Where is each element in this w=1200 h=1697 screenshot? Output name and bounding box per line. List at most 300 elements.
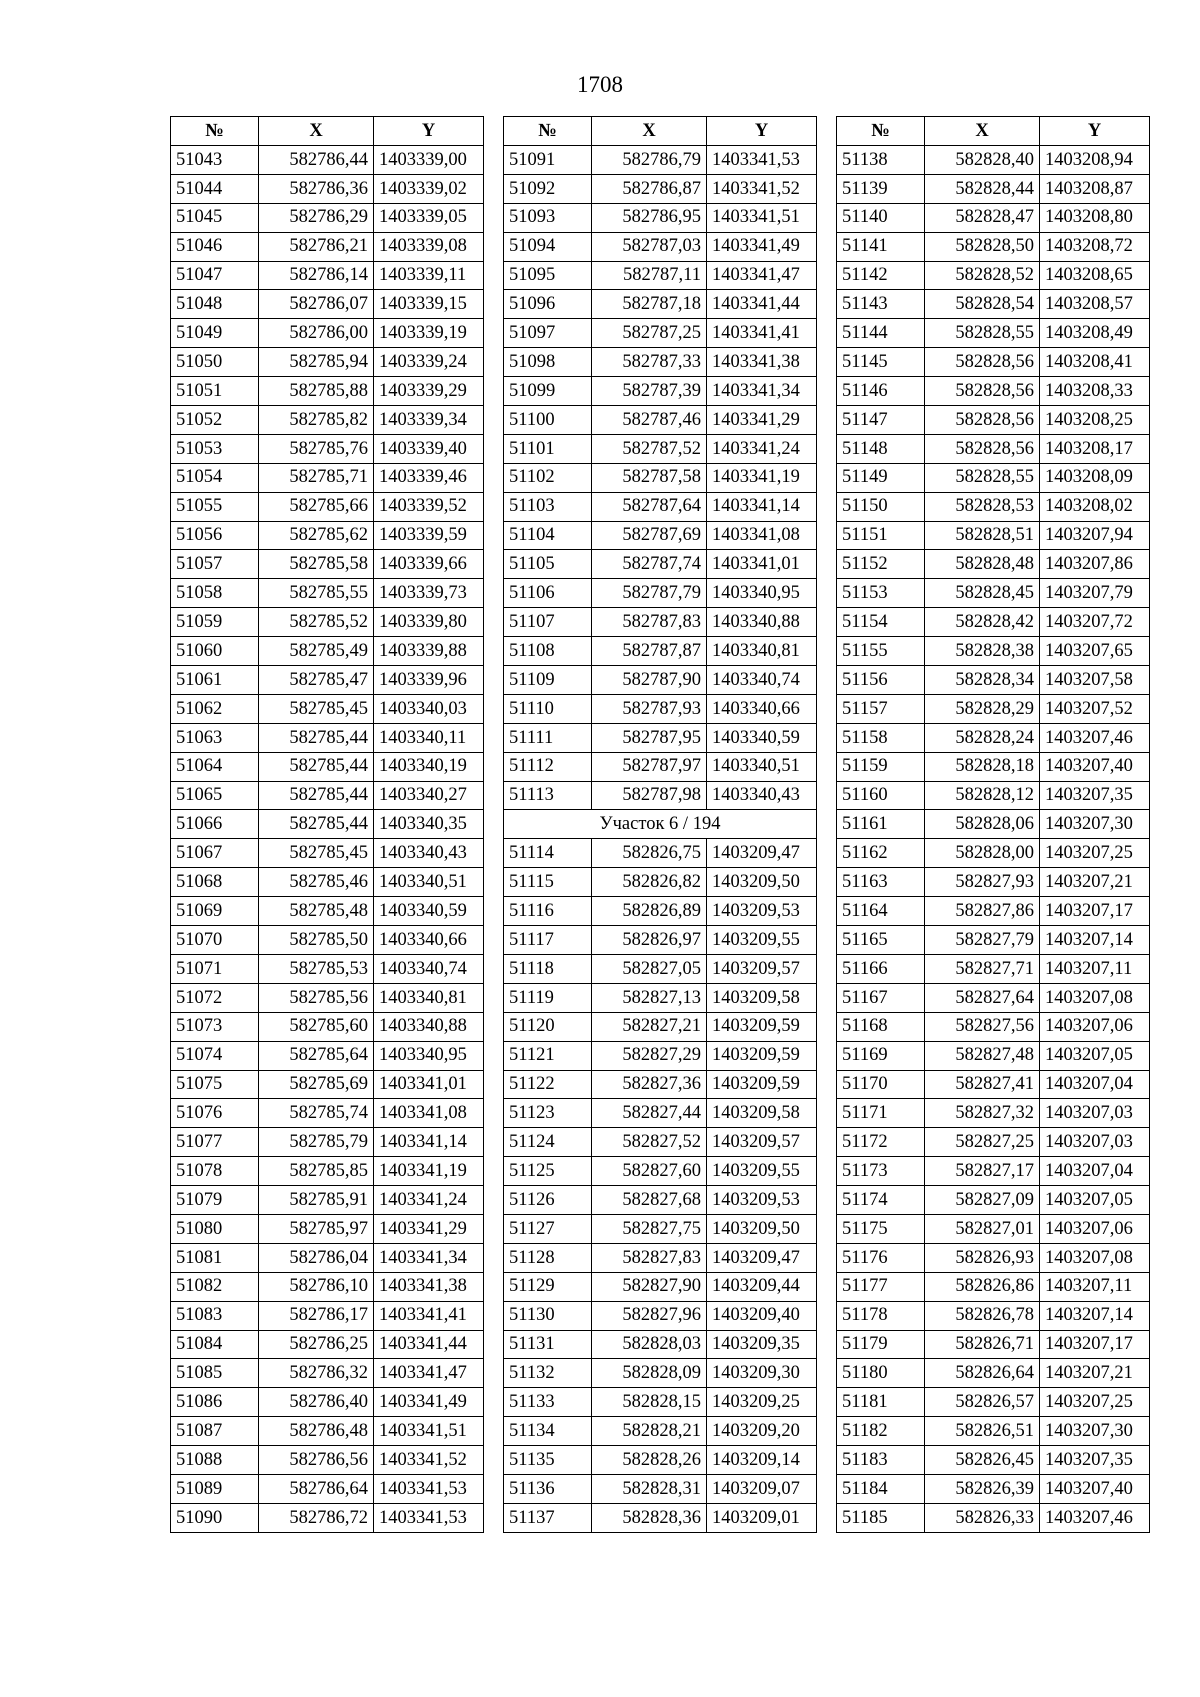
table-row [171, 723, 484, 752]
table-row [171, 174, 484, 203]
table-row [837, 1503, 1150, 1532]
x-coordinate-cell: 582828,31 [592, 1474, 707, 1503]
point-number-cell: 51106 [504, 579, 592, 608]
point-number-cell: 51164 [837, 897, 925, 926]
x-coordinate-cell: 582828,42 [925, 608, 1040, 637]
x-coordinate-cell: 582828,24 [925, 723, 1040, 752]
point-number-cell: 51090 [171, 1503, 259, 1532]
table-row [171, 868, 484, 897]
point-number-cell: 51050 [171, 348, 259, 377]
y-coordinate-cell: 1403340,74 [374, 954, 484, 983]
y-coordinate-cell: 1403340,81 [374, 983, 484, 1012]
point-number-cell: 51052 [171, 406, 259, 435]
table-row [837, 666, 1150, 695]
y-coordinate-cell: 1403339,05 [374, 203, 484, 232]
point-number-cell: 51062 [171, 694, 259, 723]
table-row [171, 637, 484, 666]
point-number-cell: 51142 [837, 261, 925, 290]
coordinates-table-1 [170, 116, 484, 1533]
x-coordinate-cell: 582828,09 [592, 1359, 707, 1388]
table-row [504, 723, 817, 752]
coordinates-table-3 [836, 116, 1150, 1533]
y-coordinate-cell: 1403208,72 [1040, 232, 1150, 261]
x-coordinate-cell: 582786,95 [592, 203, 707, 232]
table-row [171, 377, 484, 406]
point-number-cell: 51054 [171, 463, 259, 492]
table-row [171, 1012, 484, 1041]
point-number-cell: 51102 [504, 463, 592, 492]
table-row [504, 1330, 817, 1359]
x-coordinate-cell: 582786,40 [259, 1388, 374, 1417]
point-number-cell: 51158 [837, 723, 925, 752]
y-coordinate-cell: 1403209,30 [707, 1359, 817, 1388]
table-row [837, 637, 1150, 666]
y-coordinate-cell: 1403208,09 [1040, 463, 1150, 492]
table-row [504, 521, 817, 550]
point-number-cell: 51100 [504, 406, 592, 435]
x-coordinate-cell: 582828,52 [925, 261, 1040, 290]
x-coordinate-cell: 582827,68 [592, 1186, 707, 1215]
x-coordinate-cell: 582785,88 [259, 377, 374, 406]
y-coordinate-cell: 1403207,86 [1040, 550, 1150, 579]
x-coordinate-cell: 582826,51 [925, 1417, 1040, 1446]
table-row [837, 232, 1150, 261]
point-number-cell: 51045 [171, 203, 259, 232]
point-number-cell: 51080 [171, 1214, 259, 1243]
table-row [504, 579, 817, 608]
point-number-cell: 51159 [837, 752, 925, 781]
x-coordinate-cell: 582828,55 [925, 463, 1040, 492]
table-row [837, 1099, 1150, 1128]
table-header-row [504, 117, 817, 146]
x-coordinate-cell: 582828,45 [925, 579, 1040, 608]
y-coordinate-cell: 1403207,79 [1040, 579, 1150, 608]
x-coordinate-cell: 582785,85 [259, 1157, 374, 1186]
table-row [837, 492, 1150, 521]
table-row [837, 1330, 1150, 1359]
x-coordinate-cell: 582828,15 [592, 1388, 707, 1417]
point-number-cell: 51184 [837, 1474, 925, 1503]
x-coordinate-cell: 582785,79 [259, 1128, 374, 1157]
table-row [504, 666, 817, 695]
point-number-cell: 51060 [171, 637, 259, 666]
x-coordinate-cell: 582786,10 [259, 1272, 374, 1301]
x-coordinate-cell: 582785,66 [259, 492, 374, 521]
table-row [504, 1041, 817, 1070]
table-row [171, 290, 484, 319]
y-coordinate-cell: 1403341,34 [707, 377, 817, 406]
x-coordinate-cell: 582787,97 [592, 752, 707, 781]
x-coordinate-cell: 582827,32 [925, 1099, 1040, 1128]
point-number-cell: 51071 [171, 954, 259, 983]
point-number-cell: 51154 [837, 608, 925, 637]
y-coordinate-cell: 1403340,43 [374, 839, 484, 868]
point-number-cell: 51119 [504, 983, 592, 1012]
point-number-cell: 51161 [837, 810, 925, 839]
point-number-cell: 51069 [171, 897, 259, 926]
x-coordinate-cell: 582826,33 [925, 1503, 1040, 1532]
x-coordinate-cell: 582785,48 [259, 897, 374, 926]
x-coordinate-cell: 582828,00 [925, 839, 1040, 868]
table-row [504, 781, 817, 810]
x-coordinate-cell: 582827,48 [925, 1041, 1040, 1070]
y-coordinate-cell: 1403207,30 [1040, 810, 1150, 839]
y-coordinate-cell: 1403207,06 [1040, 1214, 1150, 1243]
y-coordinate-cell: 1403340,81 [707, 637, 817, 666]
y-coordinate-cell: 1403207,52 [1040, 694, 1150, 723]
y-coordinate-cell: 1403207,35 [1040, 1446, 1150, 1475]
y-coordinate-cell: 1403341,51 [374, 1417, 484, 1446]
table-row [171, 232, 484, 261]
point-number-cell: 51115 [504, 868, 592, 897]
x-coordinate-cell: 582787,87 [592, 637, 707, 666]
y-coordinate-cell: 1403341,52 [707, 174, 817, 203]
point-number-cell: 51120 [504, 1012, 592, 1041]
table-row [504, 983, 817, 1012]
x-coordinate-cell: 582828,56 [925, 406, 1040, 435]
table-row [171, 1128, 484, 1157]
table-row [837, 1301, 1150, 1330]
section-row [504, 810, 817, 839]
table-row [171, 434, 484, 463]
table-row [837, 1474, 1150, 1503]
table-row [504, 1417, 817, 1446]
point-number-cell: 51073 [171, 1012, 259, 1041]
table-row [504, 1186, 817, 1215]
header-x: X [592, 117, 707, 146]
point-number-cell: 51135 [504, 1446, 592, 1475]
header-y: Y [707, 117, 817, 146]
y-coordinate-cell: 1403340,66 [374, 926, 484, 955]
x-coordinate-cell: 582787,69 [592, 521, 707, 550]
y-coordinate-cell: 1403341,01 [374, 1070, 484, 1099]
y-coordinate-cell: 1403341,24 [374, 1186, 484, 1215]
x-coordinate-cell: 582827,75 [592, 1214, 707, 1243]
x-coordinate-cell: 582785,69 [259, 1070, 374, 1099]
point-number-cell: 51143 [837, 290, 925, 319]
x-coordinate-cell: 582785,76 [259, 434, 374, 463]
x-coordinate-cell: 582787,33 [592, 348, 707, 377]
x-coordinate-cell: 582786,64 [259, 1474, 374, 1503]
point-number-cell: 51114 [504, 839, 592, 868]
point-number-cell: 51160 [837, 781, 925, 810]
x-coordinate-cell: 582786,79 [592, 146, 707, 175]
x-coordinate-cell: 582827,96 [592, 1301, 707, 1330]
y-coordinate-cell: 1403208,57 [1040, 290, 1150, 319]
y-coordinate-cell: 1403340,35 [374, 810, 484, 839]
point-number-cell: 51049 [171, 319, 259, 348]
table-row [837, 377, 1150, 406]
point-number-cell: 51130 [504, 1301, 592, 1330]
point-number-cell: 51176 [837, 1243, 925, 1272]
table-row [837, 723, 1150, 752]
x-coordinate-cell: 582828,56 [925, 348, 1040, 377]
x-coordinate-cell: 582827,29 [592, 1041, 707, 1070]
point-number-cell: 51064 [171, 752, 259, 781]
table-row [171, 1388, 484, 1417]
table-row [504, 1359, 817, 1388]
y-coordinate-cell: 1403208,25 [1040, 406, 1150, 435]
table-row [504, 1272, 817, 1301]
table-row [837, 1243, 1150, 1272]
point-number-cell: 51148 [837, 434, 925, 463]
y-coordinate-cell: 1403341,14 [707, 492, 817, 521]
x-coordinate-cell: 582828,06 [925, 810, 1040, 839]
x-coordinate-cell: 582785,60 [259, 1012, 374, 1041]
x-coordinate-cell: 582787,03 [592, 232, 707, 261]
x-coordinate-cell: 582827,41 [925, 1070, 1040, 1099]
y-coordinate-cell: 1403340,95 [707, 579, 817, 608]
y-coordinate-cell: 1403339,52 [374, 492, 484, 521]
table-row [837, 261, 1150, 290]
x-coordinate-cell: 582828,53 [925, 492, 1040, 521]
table-row [837, 1417, 1150, 1446]
x-coordinate-cell: 582827,05 [592, 954, 707, 983]
point-number-cell: 51151 [837, 521, 925, 550]
point-number-cell: 51127 [504, 1214, 592, 1243]
x-coordinate-cell: 582826,64 [925, 1359, 1040, 1388]
point-number-cell: 51137 [504, 1503, 592, 1532]
table-row [837, 579, 1150, 608]
table-row [504, 868, 817, 897]
point-number-cell: 51171 [837, 1099, 925, 1128]
table-row [837, 694, 1150, 723]
point-number-cell: 51063 [171, 723, 259, 752]
header-number: № [171, 117, 259, 146]
y-coordinate-cell: 1403339,00 [374, 146, 484, 175]
y-coordinate-cell: 1403209,57 [707, 954, 817, 983]
x-coordinate-cell: 582786,56 [259, 1446, 374, 1475]
table-row [504, 637, 817, 666]
point-number-cell: 51053 [171, 434, 259, 463]
y-coordinate-cell: 1403340,59 [374, 897, 484, 926]
point-number-cell: 51123 [504, 1099, 592, 1128]
point-number-cell: 51145 [837, 348, 925, 377]
y-coordinate-cell: 1403341,53 [707, 146, 817, 175]
table-row [504, 174, 817, 203]
y-coordinate-cell: 1403339,73 [374, 579, 484, 608]
y-coordinate-cell: 1403207,94 [1040, 521, 1150, 550]
y-coordinate-cell: 1403339,08 [374, 232, 484, 261]
point-number-cell: 51091 [504, 146, 592, 175]
table-row [837, 954, 1150, 983]
x-coordinate-cell: 582826,71 [925, 1330, 1040, 1359]
y-coordinate-cell: 1403340,27 [374, 781, 484, 810]
point-number-cell: 51153 [837, 579, 925, 608]
point-number-cell: 51122 [504, 1070, 592, 1099]
x-coordinate-cell: 582826,86 [925, 1272, 1040, 1301]
point-number-cell: 51098 [504, 348, 592, 377]
table-row [504, 1128, 817, 1157]
x-coordinate-cell: 582787,52 [592, 434, 707, 463]
table-row [171, 666, 484, 695]
x-coordinate-cell: 582827,56 [925, 1012, 1040, 1041]
point-number-cell: 51141 [837, 232, 925, 261]
x-coordinate-cell: 582787,39 [592, 377, 707, 406]
x-coordinate-cell: 582787,58 [592, 463, 707, 492]
x-coordinate-cell: 582785,52 [259, 608, 374, 637]
point-number-cell: 51183 [837, 1446, 925, 1475]
x-coordinate-cell: 582785,56 [259, 983, 374, 1012]
table-row [504, 261, 817, 290]
point-number-cell: 51129 [504, 1272, 592, 1301]
x-coordinate-cell: 582787,79 [592, 579, 707, 608]
x-coordinate-cell: 582785,82 [259, 406, 374, 435]
x-coordinate-cell: 582827,13 [592, 983, 707, 1012]
table-row [837, 550, 1150, 579]
x-coordinate-cell: 582785,58 [259, 550, 374, 579]
point-number-cell: 51058 [171, 579, 259, 608]
table-row [504, 1214, 817, 1243]
y-coordinate-cell: 1403207,08 [1040, 983, 1150, 1012]
point-number-cell: 51136 [504, 1474, 592, 1503]
point-number-cell: 51134 [504, 1417, 592, 1446]
point-number-cell: 51162 [837, 839, 925, 868]
y-coordinate-cell: 1403208,87 [1040, 174, 1150, 203]
point-number-cell: 51126 [504, 1186, 592, 1215]
x-coordinate-cell: 582787,93 [592, 694, 707, 723]
y-coordinate-cell: 1403339,29 [374, 377, 484, 406]
point-number-cell: 51074 [171, 1041, 259, 1070]
table-row [171, 463, 484, 492]
point-number-cell: 51081 [171, 1243, 259, 1272]
table-row [171, 1301, 484, 1330]
table-row [171, 1417, 484, 1446]
x-coordinate-cell: 582787,64 [592, 492, 707, 521]
y-coordinate-cell: 1403339,80 [374, 608, 484, 637]
point-number-cell: 51182 [837, 1417, 925, 1446]
point-number-cell: 51117 [504, 926, 592, 955]
point-number-cell: 51092 [504, 174, 592, 203]
point-number-cell: 51056 [171, 521, 259, 550]
y-coordinate-cell: 1403340,51 [374, 868, 484, 897]
point-number-cell: 51066 [171, 810, 259, 839]
y-coordinate-cell: 1403209,44 [707, 1272, 817, 1301]
table-row [504, 406, 817, 435]
point-number-cell: 51121 [504, 1041, 592, 1070]
y-coordinate-cell: 1403209,55 [707, 926, 817, 955]
y-coordinate-cell: 1403341,01 [707, 550, 817, 579]
y-coordinate-cell: 1403340,59 [707, 723, 817, 752]
point-number-cell: 51125 [504, 1157, 592, 1186]
x-coordinate-cell: 582828,50 [925, 232, 1040, 261]
y-coordinate-cell: 1403341,44 [707, 290, 817, 319]
table-row [837, 1388, 1150, 1417]
point-number-cell: 51175 [837, 1214, 925, 1243]
table-row [837, 608, 1150, 637]
point-number-cell: 51103 [504, 492, 592, 521]
point-number-cell: 51174 [837, 1186, 925, 1215]
y-coordinate-cell: 1403340,43 [707, 781, 817, 810]
table-row [837, 810, 1150, 839]
point-number-cell: 51065 [171, 781, 259, 810]
point-number-cell: 51076 [171, 1099, 259, 1128]
point-number-cell: 51149 [837, 463, 925, 492]
table-row [837, 1272, 1150, 1301]
page-number: 1708 [577, 72, 623, 97]
table-row [171, 406, 484, 435]
point-number-cell: 51094 [504, 232, 592, 261]
point-number-cell: 51118 [504, 954, 592, 983]
y-coordinate-cell: 1403207,05 [1040, 1186, 1150, 1215]
x-coordinate-cell: 582786,07 [259, 290, 374, 319]
point-number-cell: 51067 [171, 839, 259, 868]
y-coordinate-cell: 1403341,14 [374, 1128, 484, 1157]
table-row [837, 434, 1150, 463]
table-row [837, 1214, 1150, 1243]
table-row [171, 810, 484, 839]
x-coordinate-cell: 582828,47 [925, 203, 1040, 232]
table-row [837, 1041, 1150, 1070]
table-row [504, 926, 817, 955]
y-coordinate-cell: 1403341,52 [374, 1446, 484, 1475]
point-number-cell: 51043 [171, 146, 259, 175]
y-coordinate-cell: 1403340,88 [374, 1012, 484, 1041]
table-row [837, 146, 1150, 175]
point-number-cell: 51097 [504, 319, 592, 348]
table-header-row [837, 117, 1150, 146]
y-coordinate-cell: 1403340,03 [374, 694, 484, 723]
y-coordinate-cell: 1403209,20 [707, 1417, 817, 1446]
x-coordinate-cell: 582828,44 [925, 174, 1040, 203]
y-coordinate-cell: 1403341,34 [374, 1243, 484, 1272]
x-coordinate-cell: 582785,44 [259, 810, 374, 839]
x-coordinate-cell: 582827,64 [925, 983, 1040, 1012]
x-coordinate-cell: 582786,36 [259, 174, 374, 203]
y-coordinate-cell: 1403339,66 [374, 550, 484, 579]
table-row [171, 954, 484, 983]
header-x: X [259, 117, 374, 146]
point-number-cell: 51108 [504, 637, 592, 666]
table-row [171, 1243, 484, 1272]
point-number-cell: 51152 [837, 550, 925, 579]
y-coordinate-cell: 1403339,40 [374, 434, 484, 463]
table-row [504, 290, 817, 319]
x-coordinate-cell: 582787,83 [592, 608, 707, 637]
y-coordinate-cell: 1403341,29 [374, 1214, 484, 1243]
x-coordinate-cell: 582826,45 [925, 1446, 1040, 1475]
x-coordinate-cell: 582827,71 [925, 954, 1040, 983]
x-coordinate-cell: 582785,45 [259, 694, 374, 723]
x-coordinate-cell: 582785,91 [259, 1186, 374, 1215]
table-row [171, 983, 484, 1012]
y-coordinate-cell: 1403339,46 [374, 463, 484, 492]
table-row [837, 1446, 1150, 1475]
table-row [171, 261, 484, 290]
x-coordinate-cell: 582827,52 [592, 1128, 707, 1157]
y-coordinate-cell: 1403209,59 [707, 1070, 817, 1099]
point-number-cell: 51179 [837, 1330, 925, 1359]
y-coordinate-cell: 1403341,19 [707, 463, 817, 492]
x-coordinate-cell: 582827,83 [592, 1243, 707, 1272]
point-number-cell: 51111 [504, 723, 592, 752]
table-row [837, 290, 1150, 319]
y-coordinate-cell: 1403208,41 [1040, 348, 1150, 377]
y-coordinate-cell: 1403209,50 [707, 868, 817, 897]
table-row [504, 550, 817, 579]
point-number-cell: 51075 [171, 1070, 259, 1099]
table-row [171, 492, 484, 521]
point-number-cell: 51077 [171, 1128, 259, 1157]
point-number-cell: 51112 [504, 752, 592, 781]
y-coordinate-cell: 1403339,88 [374, 637, 484, 666]
y-coordinate-cell: 1403207,04 [1040, 1157, 1150, 1186]
x-coordinate-cell: 582785,94 [259, 348, 374, 377]
table-row [171, 348, 484, 377]
x-coordinate-cell: 582826,78 [925, 1301, 1040, 1330]
y-coordinate-cell: 1403208,80 [1040, 203, 1150, 232]
table-row [504, 1503, 817, 1532]
